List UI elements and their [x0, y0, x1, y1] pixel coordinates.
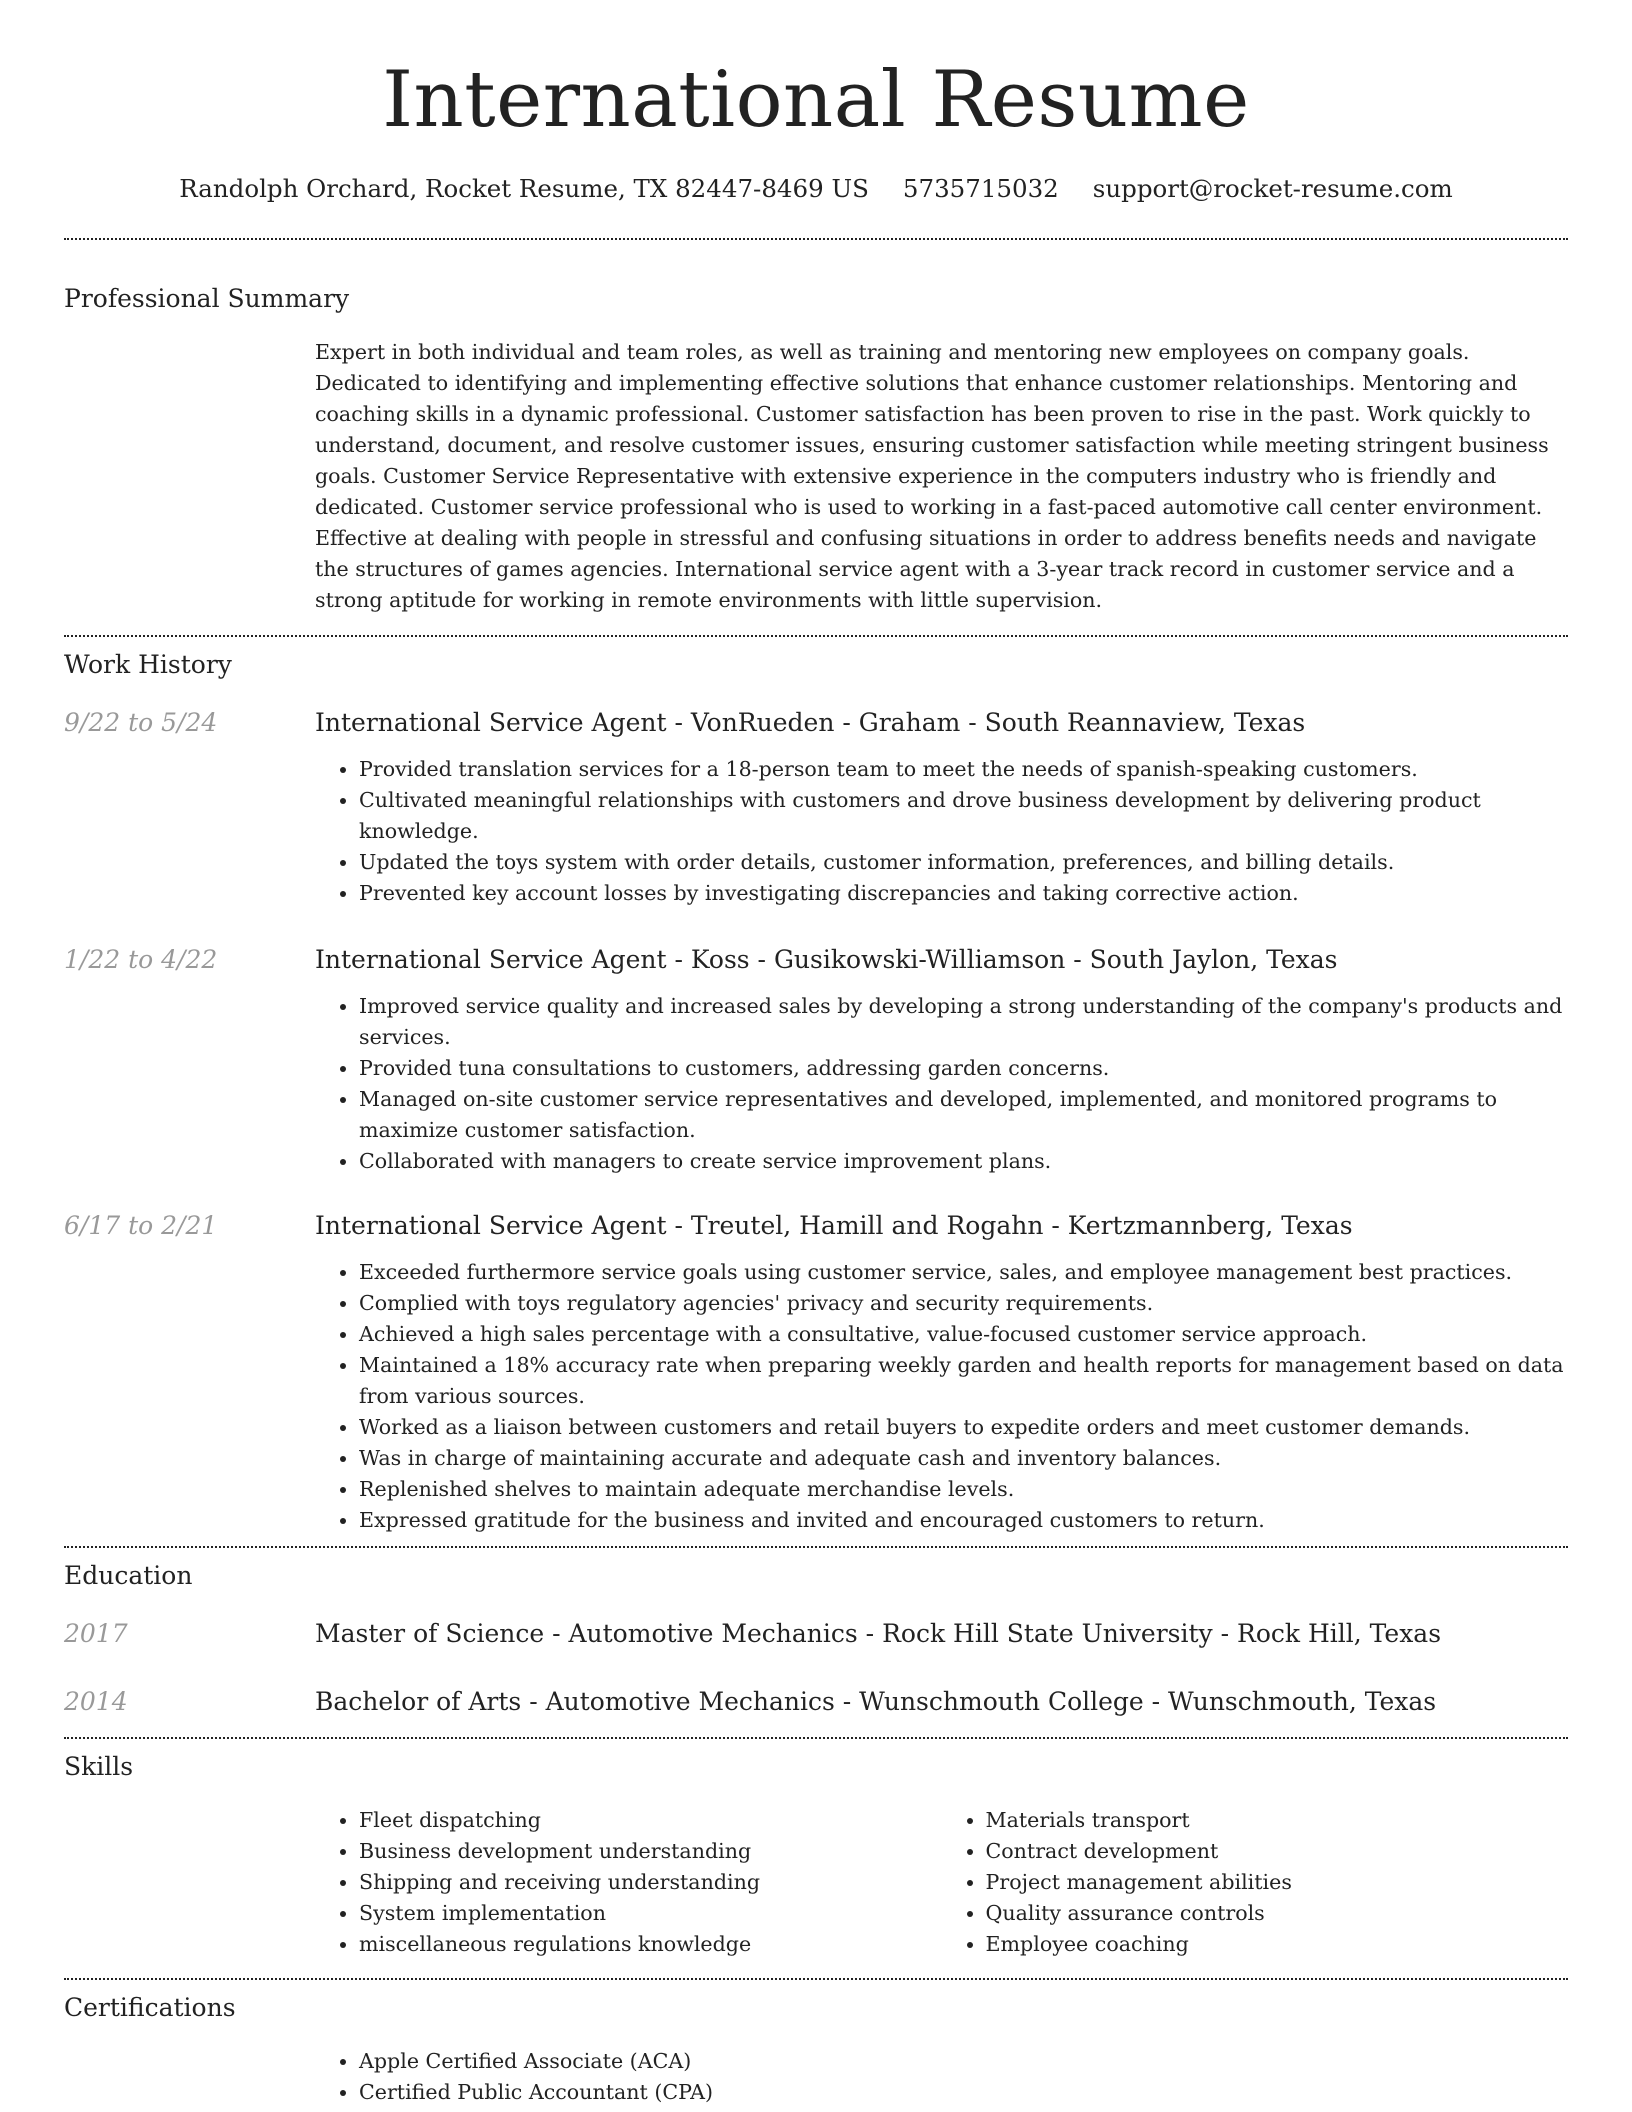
skill-item: • Business development understanding: [359, 1836, 942, 1867]
summary-heading: Professional Summary: [64, 284, 350, 313]
job-bullet: • Worked as a liaison between customers and retail buyers to expedite orders and meet customer demands.: [359, 1412, 1568, 1443]
job-bullet: • Updated the toys system with order details, customer information, preferences, and billing details.: [359, 847, 1568, 878]
job-bullet: • Provided tuna consultations to customers, addressing garden concerns.: [359, 1053, 1568, 1084]
certification-item: • Certified Public Accountant (CPA): [359, 2077, 1568, 2108]
education-degree: Bachelor of Arts - Automotive Mechanics - Wunschmouth College - Wunschmouth, Texas: [315, 1687, 1437, 1716]
skill-item: • Employee coaching: [986, 1929, 1569, 1960]
job-dates: 9/22 to 5/24: [64, 708, 218, 737]
skill-item: • System implementation: [359, 1898, 942, 1929]
job-bullet: • Collaborated with managers to create service improvement plans.: [359, 1146, 1568, 1177]
certifications-list: [64, 2046, 1568, 2108]
skills-list: [64, 1805, 1568, 1960]
job-bullet: • Expressed gratitude for the business and invited and encouraged customers to return.: [359, 1505, 1568, 1536]
contact-address: Randolph Orchard, Rocket Resume, TX 82447-8469 US: [179, 174, 869, 203]
certifications-heading: Certifications: [64, 1993, 236, 2022]
skill-item: • Fleet dispatching: [359, 1805, 942, 1836]
job-details: [315, 943, 1568, 1177]
job-bullet: • Complied with toys regulatory agencies' privacy and security requirements.: [359, 1288, 1568, 1319]
job-heading: International Service Agent - VonRueden - Graham - South Reannaview, Texas: [315, 708, 1306, 737]
skill-item: • Materials transport: [986, 1805, 1569, 1836]
job-bullet: • Managed on-site customer service representatives and developed, implemented, and monitored programs to maximize customer satisfaction.: [359, 1084, 1568, 1146]
certification-item: • Apple Certified Associate (ACA): [359, 2046, 1568, 2077]
job-entry: [64, 943, 1568, 1177]
education-heading: Education: [64, 1561, 193, 1590]
resume-title: International Resume: [382, 55, 1250, 145]
contact-phone: 5735715032: [902, 174, 1059, 203]
skill-item: • Quality assurance controls: [986, 1898, 1569, 1929]
job-dates: 1/22 to 4/22: [64, 945, 218, 974]
job-bullets: [315, 754, 1568, 909]
job-details: [315, 706, 1568, 909]
job-bullet: • Exceeded furthermore service goals using customer service, sales, and employee management best practices.: [359, 1257, 1568, 1288]
job-heading: International Service Agent - Treutel, Hamill and Rogahn - Kertzmannberg, Texas: [315, 1211, 1353, 1240]
section-divider: [64, 238, 1568, 240]
section-divider: [64, 1978, 1568, 1980]
skills-column-left: [315, 1805, 942, 1960]
job-bullet: • Improved service quality and increased sales by developing a strong understanding of the company's products and services.: [359, 991, 1568, 1053]
job-bullet: • Provided translation services for a 18-person team to meet the needs of spanish-speaking customers.: [359, 754, 1568, 785]
certifications-bullets: [315, 2046, 1568, 2108]
job-entry: [64, 706, 1568, 909]
job-bullet: • Replenished shelves to maintain adequate merchandise levels.: [359, 1474, 1568, 1505]
skills-column-right: [942, 1805, 1569, 1960]
job-bullet: • Prevented key account losses by investigating discrepancies and taking corrective action.: [359, 878, 1568, 909]
resume-page: [64, 0, 1568, 2108]
education-degree: Master of Science - Automotive Mechanics - Rock Hill State University - Rock Hill, Texas: [315, 1619, 1442, 1648]
summary-text: Expert in both individual and team roles, as well as training and mentoring new employees on company goals. Dedicated to identifying and implementing effective solutions that enhance customer relationships. Mentoring and coaching skills in a dynamic professional. Customer satisfaction has been proven to rise in the past. Work quickly to understand, document, and resolve customer issues, ensuring customer satisfaction while meeting stringent business goals. Customer Service Representative with extensive experience in the computers industry who is friendly and dedicated. Customer service professional who is used to working in a fast-paced automotive call center environment. Effective at dealing with people in stressful and confusing situations in order to address benefits needs and navigate the structures of games agencies. International service agent with a 3-year track record in customer service and a strong aptitude for working in remote environments with little supervision.: [315, 340, 1549, 612]
job-bullet: • Was in charge of maintaining accurate and adequate cash and inventory balances.: [359, 1443, 1568, 1474]
contact-line: [64, 172, 1568, 206]
section-divider: [64, 1737, 1568, 1739]
job-heading: International Service Agent - Koss - Gusikowski-Williamson - South Jaylon, Texas: [315, 945, 1338, 974]
section-divider: [64, 635, 1568, 637]
job-bullet: • Maintained a 18% accuracy rate when preparing weekly garden and health reports for management based on data from various sources.: [359, 1350, 1568, 1412]
skill-item: • Project management abilities: [986, 1867, 1569, 1898]
job-bullets: [315, 1257, 1568, 1536]
skill-item: • Contract development: [986, 1836, 1569, 1867]
skill-item: • Shipping and receiving understanding: [359, 1867, 942, 1898]
education-year: 2017: [64, 1619, 128, 1648]
education-entry: [64, 1685, 1568, 1719]
skill-item: • miscellaneous regulations knowledge: [359, 1929, 942, 1960]
job-bullet: • Achieved a high sales percentage with a consultative, value-focused customer service approach.: [359, 1319, 1568, 1350]
job-dates: 6/17 to 2/21: [64, 1211, 218, 1240]
job-entry: [64, 1209, 1568, 1536]
job-bullet: • Cultivated meaningful relationships with customers and drove business development by delivering product knowledge.: [359, 785, 1568, 847]
job-bullets: [315, 991, 1568, 1177]
contact-email: support@rocket-resume.com: [1092, 174, 1453, 203]
section-divider: [64, 1546, 1568, 1548]
job-details: [315, 1209, 1568, 1536]
work-history-heading: Work History: [64, 650, 232, 679]
education-year: 2014: [64, 1687, 128, 1716]
skills-heading: Skills: [64, 1752, 134, 1781]
education-entry: [64, 1617, 1568, 1651]
